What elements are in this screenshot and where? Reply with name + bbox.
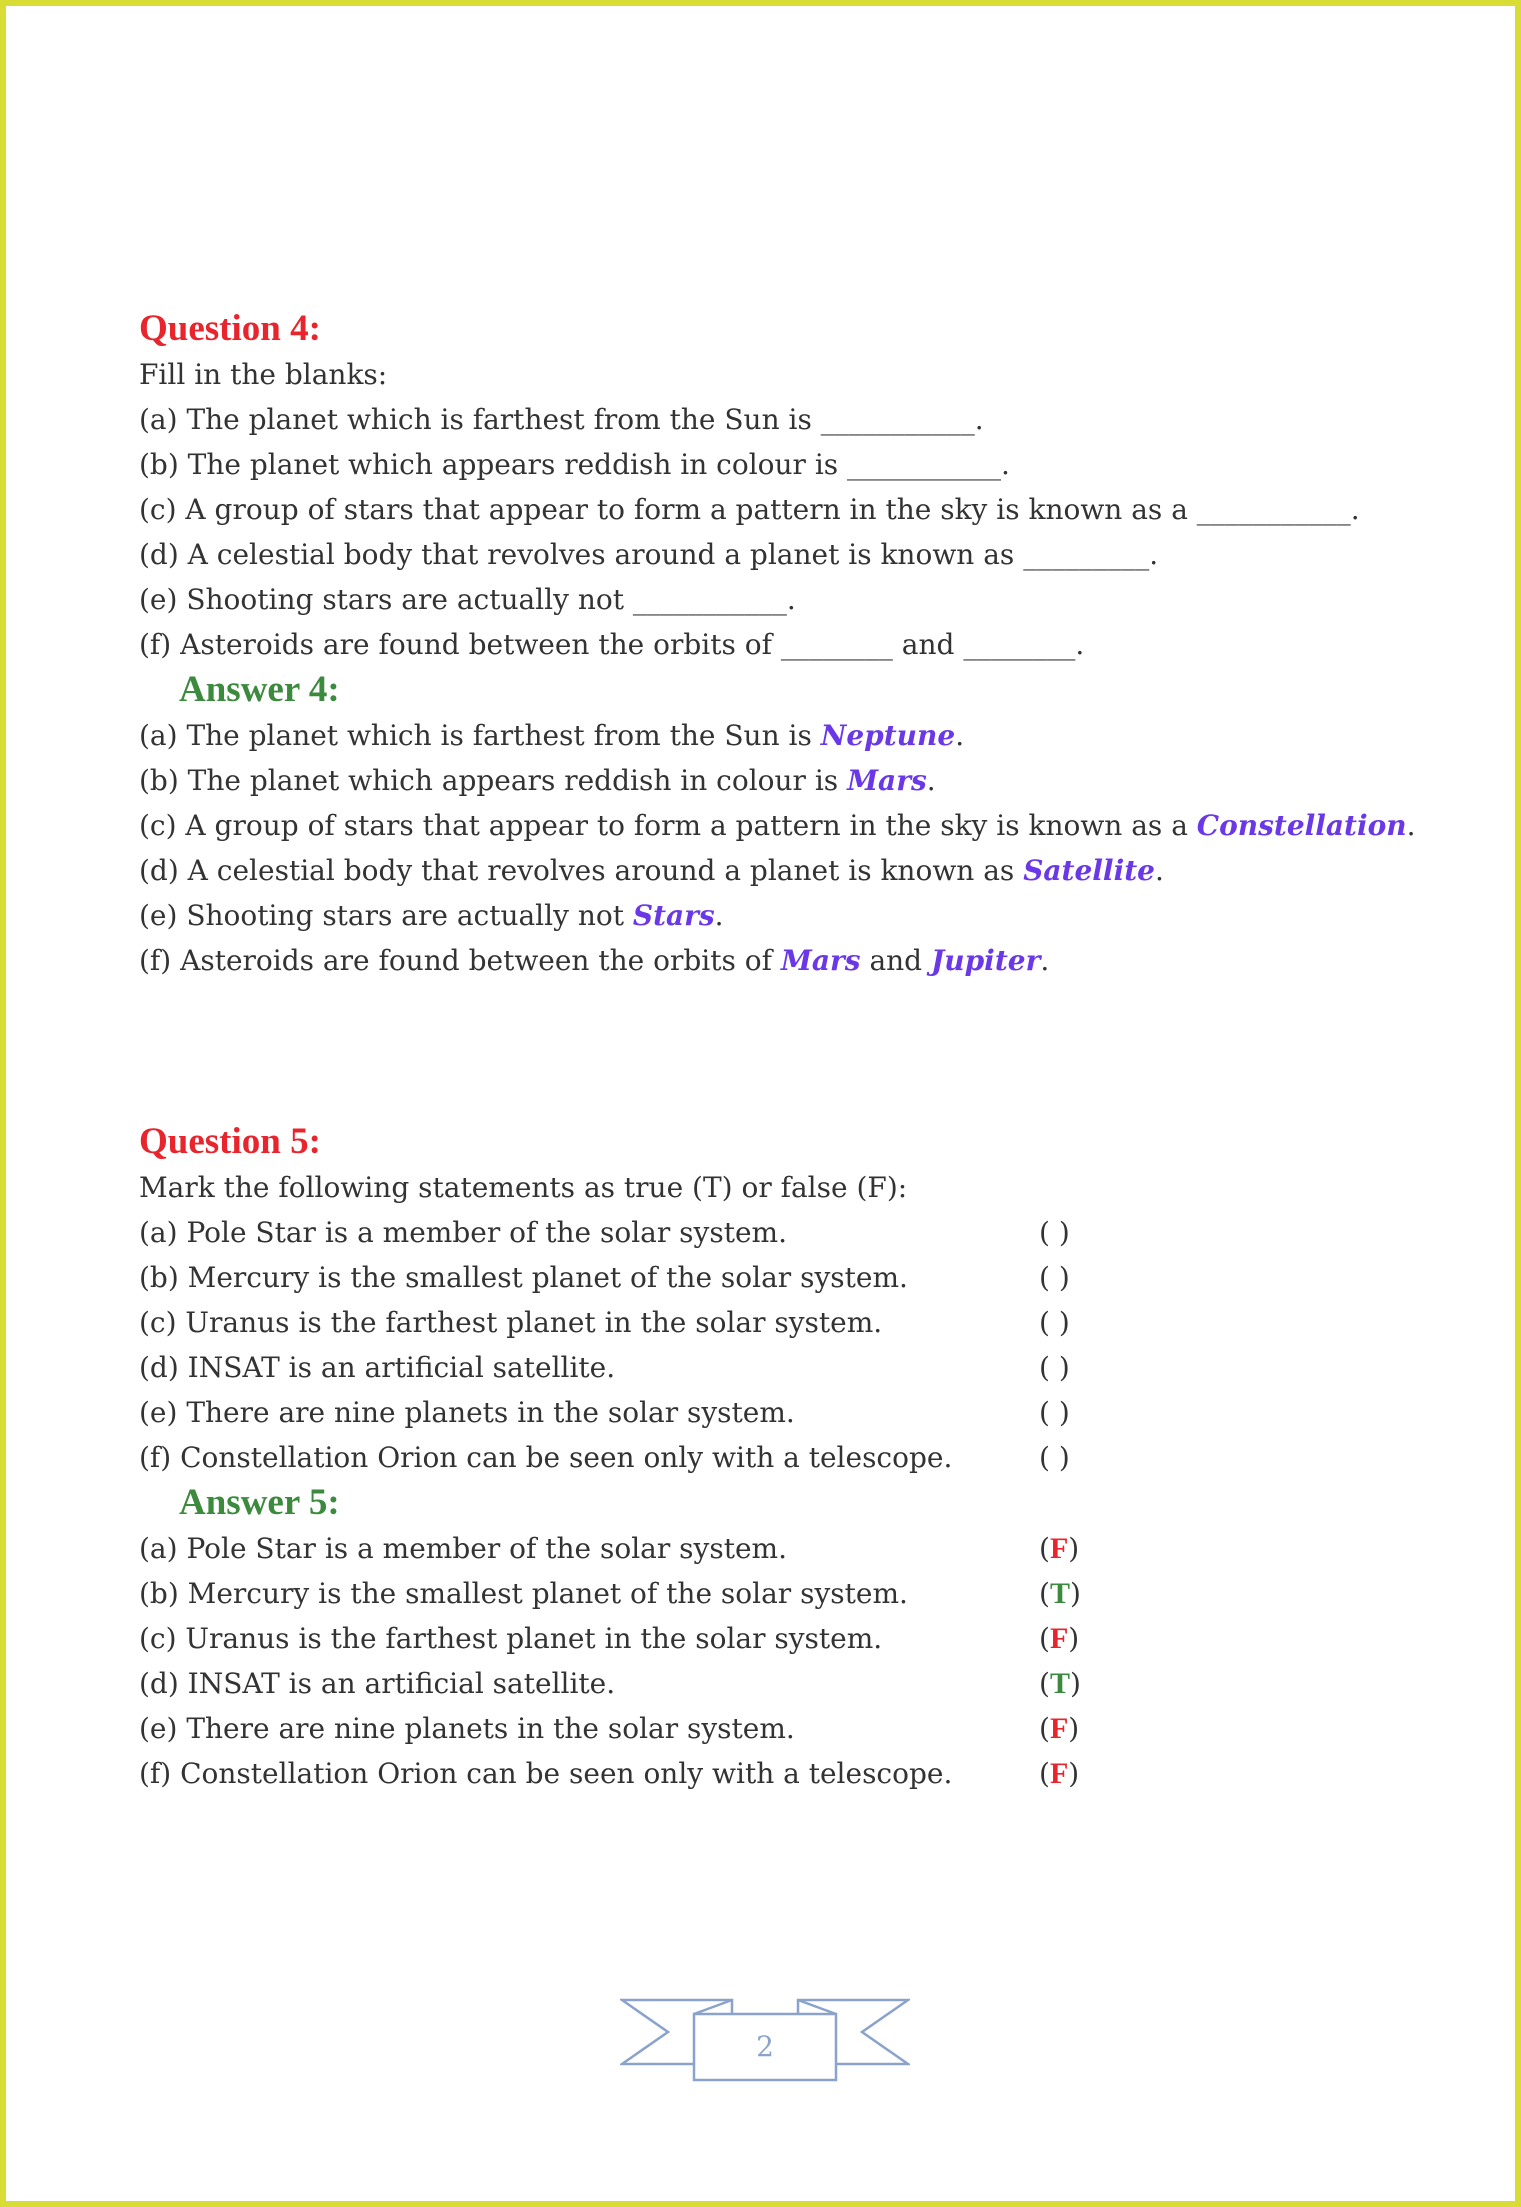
answer-4-item-f-text: (f) Asteroids are found between the orbits of <box>139 944 781 977</box>
question-5-item-c-mark: ( ) <box>1039 1306 1070 1339</box>
question-5-item-a <box>139 1210 1439 1255</box>
answer-5-item-f-close: ) <box>1068 1757 1080 1790</box>
question-5-intro: Mark the following statements as true (T) or false (F): <box>139 1171 908 1204</box>
answer-5-item-e-close: ) <box>1068 1712 1080 1745</box>
question-5-item-e <box>139 1390 1439 1435</box>
answer-4-item-a-text: (a) The planet which is farthest from the Sun is <box>139 719 821 752</box>
answer-5-item-b <box>139 1571 1439 1616</box>
question-5-item-c <box>139 1300 1439 1345</box>
answer-4-item-d-text: (d) A celestial body that revolves around a planet is known as <box>139 854 1024 887</box>
question-5-item-f-mark: ( ) <box>1039 1441 1070 1474</box>
answer-5-item-c-text: (c) Uranus is the farthest planet in the solar system. <box>139 1622 883 1655</box>
question-5-item-d-text: (d) INSAT is an artificial satellite. <box>139 1351 616 1384</box>
answer-4-item-a-answer: Neptune <box>820 719 956 752</box>
answer-4-item-f-answer-2: Jupiter <box>931 944 1041 977</box>
answer-4-item-e-end: . <box>714 899 724 932</box>
answer-4-heading: Answer 4: <box>179 669 340 710</box>
answer-4-item-a-end: . <box>955 719 965 752</box>
answer-5-item-b-value: T <box>1049 1577 1070 1610</box>
answer-5-item-f-text: (f) Constellation Orion can be seen only with a telescope. <box>139 1757 953 1790</box>
answer-5-item-a-mark <box>1039 1526 1079 1571</box>
question-5-item-f <box>139 1435 1439 1480</box>
answer-5-item-c-mark <box>1039 1616 1079 1661</box>
answer-4-item-f-end: . <box>1040 944 1050 977</box>
answer-5-item-b-close: ) <box>1069 1577 1081 1610</box>
answer-5-item-a-close: ) <box>1068 1532 1080 1565</box>
question-5-item-d <box>139 1345 1439 1390</box>
answer-4-item-e <box>139 893 1439 938</box>
question-5-item-e-text: (e) There are nine planets in the solar system. <box>139 1396 795 1429</box>
question-4-section <box>139 306 1439 983</box>
answer-5-item-c-open: ( <box>1039 1622 1050 1655</box>
answer-5-item-d-mark <box>1039 1661 1081 1706</box>
question-4-item-b: (b) The planet which appears reddish in colour is ___________. <box>139 448 1010 481</box>
answer-5-item-f-value: F <box>1049 1757 1069 1790</box>
answer-5-item-a-open: ( <box>1039 1532 1050 1565</box>
answer-5-item-d-close: ) <box>1069 1667 1081 1700</box>
answer-4-item-c-answer: Constellation <box>1196 809 1407 842</box>
answer-5-item-c <box>139 1616 1439 1661</box>
question-5-item-b <box>139 1255 1439 1300</box>
answer-4-item-d-answer: Satellite <box>1023 854 1155 887</box>
question-5-item-d-mark: ( ) <box>1039 1351 1070 1384</box>
answer-5-item-c-value: F <box>1049 1622 1069 1655</box>
question-5-item-a-text: (a) Pole Star is a member of the solar system. <box>139 1216 787 1249</box>
question-5-heading: Question 5: <box>139 1121 321 1162</box>
answer-5-item-e <box>139 1706 1439 1751</box>
answer-5-item-a <box>139 1526 1439 1571</box>
answer-4-item-d <box>139 848 1439 893</box>
page-number-ribbon <box>620 1994 910 2084</box>
question-4-heading: Question 4: <box>139 308 321 349</box>
answer-5-item-f <box>139 1751 1439 1796</box>
answer-5-item-b-open: ( <box>1039 1577 1050 1610</box>
answer-4-item-a <box>139 713 1439 758</box>
answer-5-item-e-text: (e) There are nine planets in the solar system. <box>139 1712 795 1745</box>
question-4-item-c: (c) A group of stars that appear to form a pattern in the sky is known as a ___________. <box>139 493 1360 526</box>
answer-5-heading: Answer 5: <box>179 1482 340 1523</box>
page-number: 2 <box>756 2030 774 2063</box>
answer-5-item-a-value: F <box>1049 1532 1069 1565</box>
question-5-section <box>139 1119 1439 1796</box>
answer-4-item-f-answer-1: Mars <box>780 944 861 977</box>
question-4-intro: Fill in the blanks: <box>139 358 388 391</box>
answer-5-item-e-value: F <box>1049 1712 1069 1745</box>
answer-5-item-d-value: T <box>1049 1667 1070 1700</box>
question-4-item-a: (a) The planet which is farthest from the Sun is ___________. <box>139 403 984 436</box>
answer-5-item-c-close: ) <box>1068 1622 1080 1655</box>
answer-4-item-b-text: (b) The planet which appears reddish in colour is <box>139 764 848 797</box>
answer-4-item-b-answer: Mars <box>847 764 927 797</box>
answer-4-item-e-text: (e) Shooting stars are actually not <box>139 899 633 932</box>
answer-4-item-c-end: . <box>1406 809 1416 842</box>
answer-4-item-b-end: . <box>926 764 936 797</box>
answer-4-item-b <box>139 758 1439 803</box>
question-5-item-b-text: (b) Mercury is the smallest planet of the solar system. <box>139 1261 908 1294</box>
question-4-item-f: (f) Asteroids are found between the orbits of ________ and ________. <box>139 628 1085 661</box>
question-5-item-e-mark: ( ) <box>1039 1396 1070 1429</box>
answer-5-item-d-text: (d) INSAT is an artificial satellite. <box>139 1667 616 1700</box>
question-5-item-a-mark: ( ) <box>1039 1216 1070 1249</box>
answer-5-item-e-mark <box>1039 1706 1079 1751</box>
answer-5-item-d-open: ( <box>1039 1667 1050 1700</box>
answer-4-item-e-answer: Stars <box>632 899 715 932</box>
question-5-item-f-text: (f) Constellation Orion can be seen only with a telescope. <box>139 1441 953 1474</box>
answer-5-item-f-open: ( <box>1039 1757 1050 1790</box>
answer-5-item-f-mark <box>1039 1751 1079 1796</box>
answer-5-item-e-open: ( <box>1039 1712 1050 1745</box>
question-5-item-b-mark: ( ) <box>1039 1261 1070 1294</box>
answer-5-item-a-text: (a) Pole Star is a member of the solar system. <box>139 1532 787 1565</box>
answer-4-item-f <box>139 938 1439 983</box>
answer-4-item-c-text: (c) A group of stars that appear to form a pattern in the sky is known as a <box>139 809 1197 842</box>
answer-5-item-b-mark <box>1039 1571 1081 1616</box>
answer-4-item-d-end: . <box>1154 854 1164 887</box>
answer-4-item-f-and: and <box>860 944 931 977</box>
question-4-item-d: (d) A celestial body that revolves around a planet is known as _________. <box>139 538 1159 571</box>
answer-4-item-c <box>139 803 1439 848</box>
question-4-item-e: (e) Shooting stars are actually not ___________. <box>139 583 796 616</box>
answer-5-item-b-text: (b) Mercury is the smallest planet of the solar system. <box>139 1577 908 1610</box>
answer-5-item-d <box>139 1661 1439 1706</box>
question-5-item-c-text: (c) Uranus is the farthest planet in the solar system. <box>139 1306 883 1339</box>
